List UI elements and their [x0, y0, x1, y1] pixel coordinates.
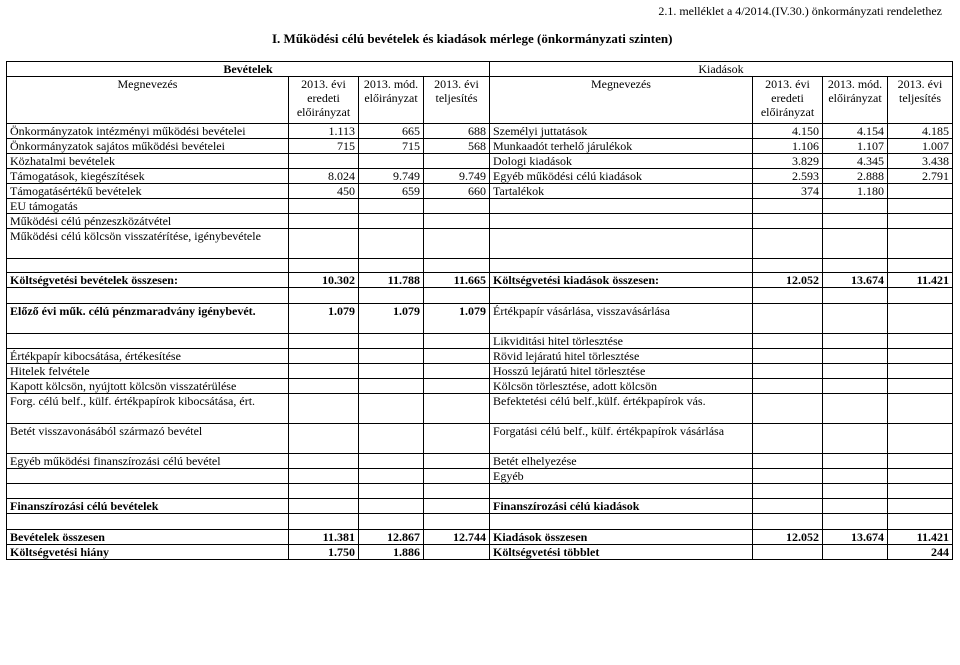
expenditure-item-actual — [888, 199, 953, 214]
financing-revenue-modified — [359, 379, 424, 394]
expenditure-item-actual: 1.007 — [888, 139, 953, 154]
expenditure-item-actual — [888, 229, 953, 259]
expenditure-item-original: 4.150 — [753, 124, 823, 139]
financing-revenue-modified — [359, 424, 424, 454]
revenue-item-actual — [424, 214, 490, 229]
col-actual-left: 2013. évi teljesítés — [424, 77, 490, 124]
financing-revenue-name: Értékpapír kibocsátása, értékesítése — [7, 349, 289, 364]
financing-revenue-modified — [359, 334, 424, 349]
operating-row — [7, 169, 953, 184]
financing-revenue-modified — [359, 349, 424, 364]
financing-expenditure-value — [753, 349, 823, 364]
revenues-header: Bevételek — [7, 62, 490, 77]
financing-revenue-actual — [424, 364, 490, 379]
financing-expenditure-name: Betét elhelyezése — [490, 454, 753, 469]
balance-table — [6, 61, 953, 560]
operating-row — [7, 199, 953, 214]
financing-revenue-modified — [359, 454, 424, 469]
financing-expenditure-value — [823, 394, 888, 424]
financing-expenditure-name: Egyéb — [490, 469, 753, 484]
financing-revenue-modified — [359, 469, 424, 484]
operating-row — [7, 139, 953, 154]
financing-revenue-actual — [424, 349, 490, 364]
financing-expenditure-value — [823, 334, 888, 349]
revenue-item-actual: 9.749 — [424, 169, 490, 184]
financing-revenue-actual — [424, 379, 490, 394]
expenditure-total-modified: 13.674 — [823, 273, 888, 288]
revenue-item-original — [289, 229, 359, 259]
expenditure-item-modified: 4.345 — [823, 154, 888, 169]
operating-row — [7, 124, 953, 139]
expenditure-item-modified — [823, 199, 888, 214]
expenditure-item-actual — [888, 214, 953, 229]
financing-expenditure-value — [823, 469, 888, 484]
revenue-item-original: 8.024 — [289, 169, 359, 184]
financing-revenue-modified: 1.079 — [359, 304, 424, 334]
financing-expenditure-name: Értékpapír vásárlása, visszavásárlása — [490, 304, 753, 334]
revenue-item-original — [289, 154, 359, 169]
financing-expenditure-name: Rövid lejáratú hitel törlesztése — [490, 349, 753, 364]
operating-total-row — [7, 273, 953, 288]
grand-revenue-label: Bevételek összesen — [7, 530, 289, 545]
expenditure-item-original — [753, 229, 823, 259]
financing-expenditure-value — [823, 349, 888, 364]
financing-expenditure-label: Finanszírozási célú kiadások — [490, 499, 753, 514]
grand-total-row — [7, 530, 953, 545]
revenue-item-actual — [424, 154, 490, 169]
revenue-item-name: Működési célú kölcsön visszatérítése, igénybevétele — [7, 229, 289, 259]
operating-row — [7, 184, 953, 199]
financing-expenditure-value — [823, 424, 888, 454]
revenue-item-actual — [424, 199, 490, 214]
revenue-item-original — [289, 199, 359, 214]
revenue-item-name: Önkormányzatok sajátos működési bevételei — [7, 139, 289, 154]
expenditures-header: Kiadások — [490, 62, 953, 77]
grand-revenue-actual: 12.744 — [424, 530, 490, 545]
deficit-original: 1.750 — [289, 545, 359, 560]
deficit-actual — [424, 545, 490, 560]
col-original-left: 2013. évi eredeti előirányzat — [289, 77, 359, 124]
revenue-item-actual: 660 — [424, 184, 490, 199]
revenue-item-modified — [359, 229, 424, 259]
financing-revenue-name: Előző évi műk. célú pénzmaradvány igénybevét. — [7, 304, 289, 334]
revenue-total-modified: 11.788 — [359, 273, 424, 288]
expenditure-item-modified: 1.107 — [823, 139, 888, 154]
financing-revenue-label: Finanszírozási célú bevételek — [7, 499, 289, 514]
deficit-modified: 1.886 — [359, 545, 424, 560]
financing-row — [7, 334, 953, 349]
financing-expenditure-value — [823, 454, 888, 469]
expenditure-item-name: Dologi kiadások — [490, 154, 753, 169]
financing-row — [7, 454, 953, 469]
balance-row — [7, 545, 953, 560]
financing-expenditure-name: Kölcsön törlesztése, adott kölcsön — [490, 379, 753, 394]
expenditure-total-label: Költségvetési kiadások összesen: — [490, 273, 753, 288]
financing-revenue-name: Forg. célú belf., külf. értékpapírok kibocsátása, ért. — [7, 394, 289, 424]
expenditure-item-name: Személyi juttatások — [490, 124, 753, 139]
financing-row — [7, 379, 953, 394]
expenditure-item-name: Munkaadót terhelő járulékok — [490, 139, 753, 154]
grand-expenditure-modified: 13.674 — [823, 530, 888, 545]
revenue-item-modified: 715 — [359, 139, 424, 154]
financing-expenditure-value — [888, 364, 953, 379]
expenditure-item-original: 374 — [753, 184, 823, 199]
surplus-modified — [823, 545, 888, 560]
financing-expenditure-value — [888, 454, 953, 469]
expenditure-item-actual: 4.185 — [888, 124, 953, 139]
financing-revenue-name: Egyéb működési finanszírozási célú bevétel — [7, 454, 289, 469]
revenue-item-name: Közhatalmi bevételek — [7, 154, 289, 169]
expenditure-item-name — [490, 214, 753, 229]
financing-expenditure-value — [888, 334, 953, 349]
financing-revenue-modified — [359, 364, 424, 379]
revenue-total-label: Költségvetési bevételek összesen: — [7, 273, 289, 288]
financing-expenditure-value — [753, 454, 823, 469]
financing-revenue-actual — [424, 334, 490, 349]
grand-expenditure-actual: 11.421 — [888, 530, 953, 545]
revenue-item-original: 1.113 — [289, 124, 359, 139]
financing-expenditure-value — [888, 469, 953, 484]
revenue-item-actual — [424, 229, 490, 259]
revenue-item-name: Támogatásértékű bevételek — [7, 184, 289, 199]
financing-row — [7, 364, 953, 379]
revenue-total-actual: 11.665 — [424, 273, 490, 288]
expenditure-item-name — [490, 229, 753, 259]
revenue-item-original: 450 — [289, 184, 359, 199]
financing-expenditure-value — [753, 379, 823, 394]
financing-expenditure-value — [823, 364, 888, 379]
revenue-item-actual: 568 — [424, 139, 490, 154]
financing-revenue-actual — [424, 424, 490, 454]
operating-row — [7, 154, 953, 169]
expenditure-item-modified: 4.154 — [823, 124, 888, 139]
revenue-item-original — [289, 214, 359, 229]
financing-expenditure-value — [823, 379, 888, 394]
expenditure-item-actual — [888, 184, 953, 199]
expenditure-item-modified: 2.888 — [823, 169, 888, 184]
expenditure-item-original — [753, 214, 823, 229]
col-name-left: Megnevezés — [7, 77, 289, 124]
financing-row — [7, 304, 953, 334]
grand-expenditure-label: Kiadások összesen — [490, 530, 753, 545]
financing-expenditure-value — [823, 304, 888, 334]
deficit-label: Költségvetési hiány — [7, 545, 289, 560]
operating-row — [7, 229, 953, 259]
col-actual-right: 2013. évi teljesítés — [888, 77, 953, 124]
financing-row — [7, 469, 953, 484]
revenue-item-name: Önkormányzatok intézményi működési bevételei — [7, 124, 289, 139]
grand-revenue-original: 11.381 — [289, 530, 359, 545]
expenditure-total-actual: 11.421 — [888, 273, 953, 288]
financing-revenue-original — [289, 454, 359, 469]
revenue-item-name: Működési célú pénzeszközátvétel — [7, 214, 289, 229]
financing-revenue-original — [289, 379, 359, 394]
col-modified-right: 2013. mód. előirányzat — [823, 77, 888, 124]
financing-row — [7, 394, 953, 424]
surplus-label: Költségvetési többlet — [490, 545, 753, 560]
financing-revenue-modified — [359, 394, 424, 424]
revenue-total-original: 10.302 — [289, 273, 359, 288]
expenditure-item-name: Egyéb működési célú kiadások — [490, 169, 753, 184]
financing-expenditure-value — [753, 334, 823, 349]
revenue-item-actual: 688 — [424, 124, 490, 139]
financing-revenue-original — [289, 349, 359, 364]
revenue-item-original: 715 — [289, 139, 359, 154]
revenue-item-modified: 659 — [359, 184, 424, 199]
page-title: I. Működési célú bevételek és kiadások mérlege (önkormányzati szinten) — [272, 31, 673, 46]
expenditure-item-original — [753, 199, 823, 214]
financing-expenditure-value — [888, 349, 953, 364]
financing-expenditure-value — [753, 364, 823, 379]
financing-revenue-original — [289, 394, 359, 424]
financing-revenue-original: 1.079 — [289, 304, 359, 334]
revenue-item-modified — [359, 214, 424, 229]
financing-expenditure-value — [753, 394, 823, 424]
financing-revenue-actual — [424, 454, 490, 469]
financing-expenditure-value — [753, 469, 823, 484]
grand-expenditure-original: 12.052 — [753, 530, 823, 545]
expenditure-item-modified — [823, 214, 888, 229]
financing-revenue-name: Hitelek felvétele — [7, 364, 289, 379]
expenditure-total-original: 12.052 — [753, 273, 823, 288]
financing-revenue-name: Betét visszavonásából származó bevétel — [7, 424, 289, 454]
col-original-right: 2013. évi eredeti előirányzat — [753, 77, 823, 124]
annex-note: 2.1. melléklet a 4/2014.(IV.30.) önkormányzati rendelethez — [658, 4, 942, 18]
expenditure-item-name: Tartalékok — [490, 184, 753, 199]
operating-row — [7, 214, 953, 229]
revenue-item-name: Támogatások, kiegészítések — [7, 169, 289, 184]
financing-expenditure-value — [888, 379, 953, 394]
expenditure-item-original: 3.829 — [753, 154, 823, 169]
financing-revenue-actual — [424, 469, 490, 484]
financing-expenditure-name: Likviditási hitel törlesztése — [490, 334, 753, 349]
expenditure-item-original: 1.106 — [753, 139, 823, 154]
financing-expenditure-name: Befektetési célú belf.,külf. értékpapírok vás. — [490, 394, 753, 424]
expenditure-item-actual: 3.438 — [888, 154, 953, 169]
expenditure-item-modified — [823, 229, 888, 259]
financing-expenditure-value — [888, 394, 953, 424]
expenditure-item-name — [490, 199, 753, 214]
revenue-item-modified: 665 — [359, 124, 424, 139]
grand-revenue-modified: 12.867 — [359, 530, 424, 545]
financing-revenue-name: Kapott kölcsön, nyújtott kölcsön visszatérülése — [7, 379, 289, 394]
revenue-item-modified — [359, 199, 424, 214]
revenue-item-name: EU támogatás — [7, 199, 289, 214]
financing-total-row — [7, 499, 953, 514]
col-name-right: Megnevezés — [490, 77, 753, 124]
financing-expenditure-value — [888, 304, 953, 334]
financing-revenue-original — [289, 334, 359, 349]
financing-row — [7, 349, 953, 364]
financing-expenditure-value — [753, 304, 823, 334]
financing-row — [7, 424, 953, 454]
surplus-original — [753, 545, 823, 560]
financing-revenue-original — [289, 469, 359, 484]
financing-revenue-original — [289, 364, 359, 379]
revenue-item-modified — [359, 154, 424, 169]
financing-revenue-name — [7, 469, 289, 484]
financing-revenue-name — [7, 334, 289, 349]
financing-revenue-original — [289, 424, 359, 454]
financing-expenditure-value — [753, 424, 823, 454]
expenditure-item-actual: 2.791 — [888, 169, 953, 184]
expenditure-item-original: 2.593 — [753, 169, 823, 184]
expenditure-item-modified: 1.180 — [823, 184, 888, 199]
financing-revenue-actual: 1.079 — [424, 304, 490, 334]
financing-revenue-actual — [424, 394, 490, 424]
financing-expenditure-value — [888, 424, 953, 454]
financing-expenditure-name: Forgatási célú belf., külf. értékpapírok vásárlása — [490, 424, 753, 454]
col-modified-left: 2013. mód. előirányzat — [359, 77, 424, 124]
financing-expenditure-name: Hosszú lejáratú hitel törlesztése — [490, 364, 753, 379]
revenue-item-modified: 9.749 — [359, 169, 424, 184]
surplus-actual: 244 — [888, 545, 953, 560]
